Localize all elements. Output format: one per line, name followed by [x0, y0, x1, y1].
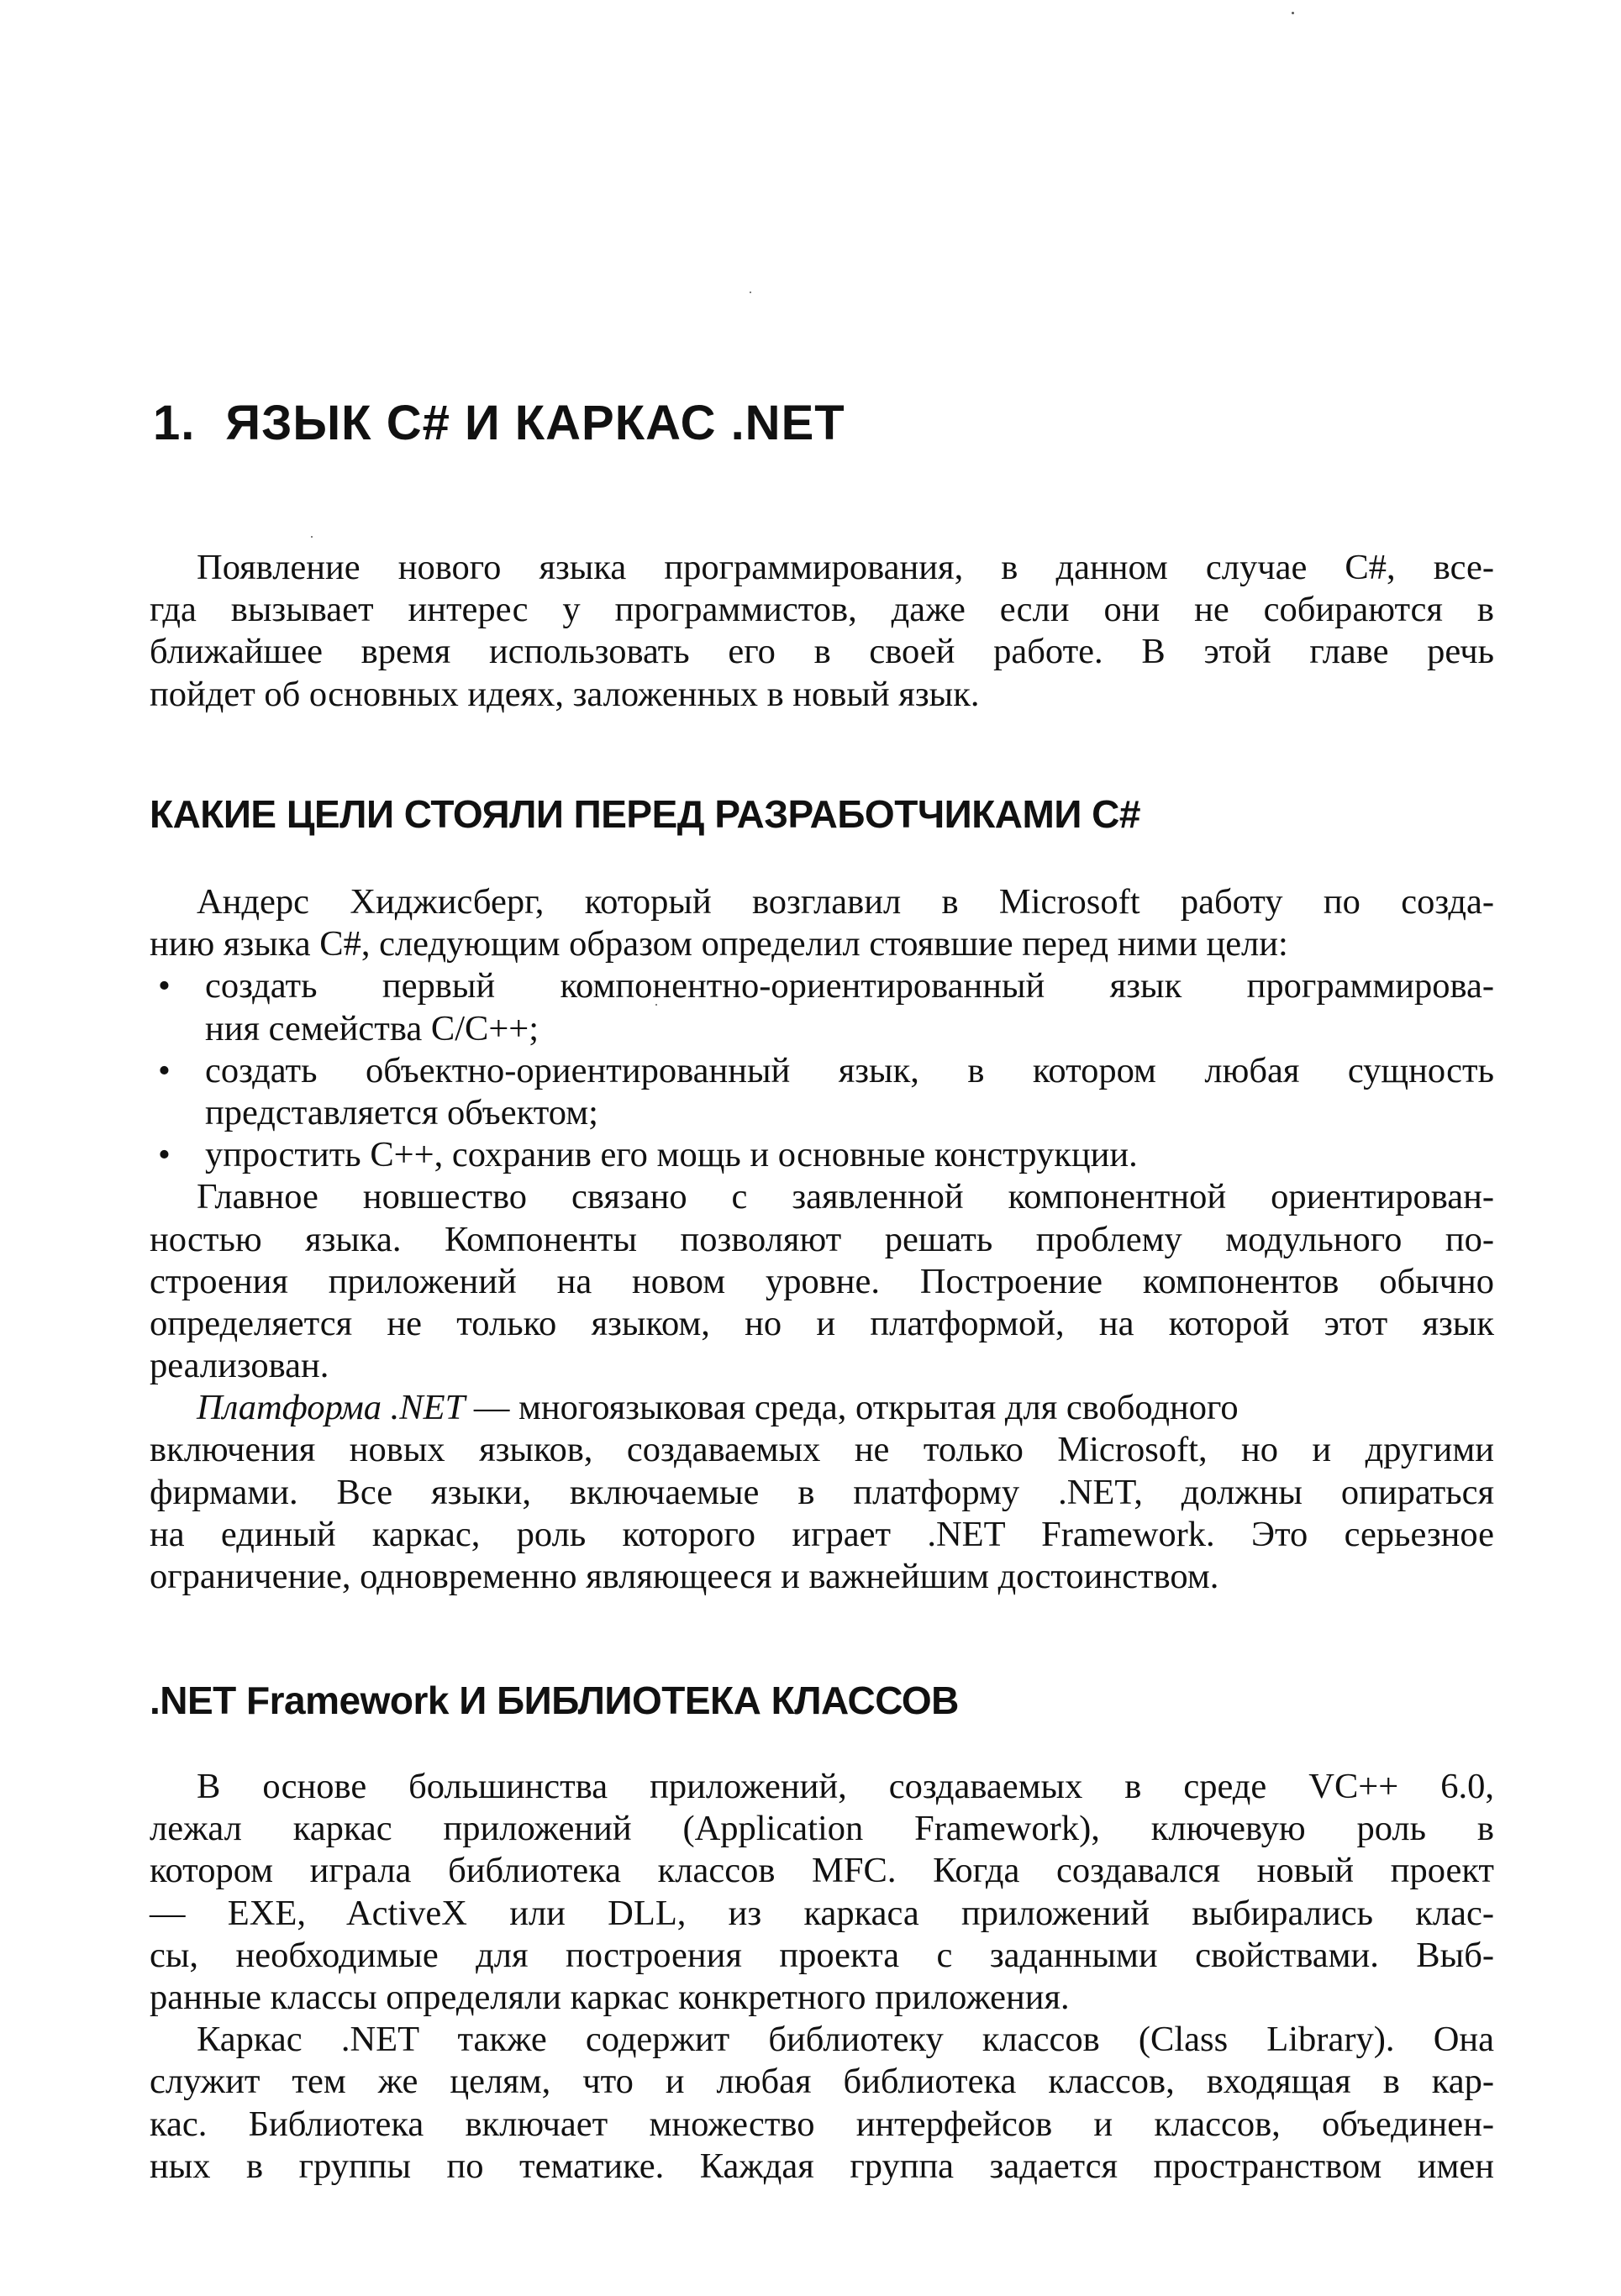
text-line: пойдет об основных идеях, заложенных в новый язык. — [150, 674, 980, 714]
text-line — [150, 1387, 1494, 1429]
bullet-continuation: представляется объектом; — [205, 1092, 598, 1132]
text-line: лежал каркас приложений (Application Framework), ключевую роль в — [150, 1809, 1494, 1849]
platform-definition: — многоязыковая среда, открытая для свободного — [465, 1388, 1239, 1428]
chapter-title-text: ЯЗЫК C# И КАРКАС .NET — [225, 396, 845, 450]
text-line: ных в группы по тематике. Каждая группа задается пространством имен — [150, 2146, 1494, 2186]
bullet-text: упростить C++, сохранив его мощь и основные конструкции. — [205, 1135, 1138, 1175]
scan-speck — [750, 292, 751, 293]
text-line: Андерс Хиджисберг, который возглавил в Microsoft работу по созда- — [197, 882, 1494, 922]
section-title-framework: .NET Framework И БИБЛИОТЕКА КЛАССОВ — [150, 1679, 959, 1722]
bullet-item — [150, 965, 1494, 1007]
section1-body — [150, 881, 1494, 1598]
bullet-text: создать объектно-ориентированный язык, в котором любая сущность — [205, 1050, 1494, 1090]
section-title-goals: КАКИЕ ЦЕЛИ СТОЯЛИ ПЕРЕД РАЗРАБОТЧИКАМИ C# — [150, 792, 1140, 836]
intro-paragraph — [150, 547, 1494, 716]
text-line: фирмами. Все языки, включаемые в платформу .NET, должны опираться — [150, 1472, 1494, 1512]
bullet-text: создать первый компонентно-ориентированный язык программирова- — [205, 966, 1494, 1006]
text-line: котором играла библиотека классов MFC. Когда создавался новый проект — [150, 1851, 1494, 1891]
chapter-number: 1. — [153, 396, 196, 450]
scan-speck — [1292, 12, 1294, 14]
bullet-continuation: ния семейства C/C++; — [205, 1008, 539, 1048]
text-line: Появление нового языка программирования, в данном случае C#, все- — [197, 548, 1494, 587]
bullet-item — [150, 1134, 1494, 1176]
text-line: гда вызывает интерес у программистов, даже если они не собираются в — [150, 590, 1494, 630]
text-line: Каркас .NET также содержит библиотеку классов (Class Library). Она — [197, 2020, 1494, 2060]
text-line: служит тем же целям, что и любая библиотека классов, входящая в кар- — [150, 2062, 1494, 2102]
text-line: ближайшее время использовать его в своей работе. В этой главе речь — [150, 632, 1494, 672]
text-line: нию языка C#, следующим образом определил стоявшие перед ними цели: — [150, 924, 1288, 964]
text-line: строения приложений на новом уровне. Построение компонентов обычно — [150, 1261, 1494, 1301]
bullet-item — [150, 1050, 1494, 1092]
text-line: Главное новшество связано с заявленной компонентной ориентирован- — [197, 1177, 1494, 1217]
text-line: на единый каркас, роль которого играет .NET Framework. Это серьезное — [150, 1514, 1494, 1554]
scan-speck — [311, 536, 313, 538]
text-line: ограничение, одновременно являющееся и важнейшим достоинством. — [150, 1557, 1219, 1596]
bullet-mark: • — [158, 1135, 171, 1175]
platform-term: Платформа .NET — [197, 1388, 466, 1428]
text-line: определяется не только языком, но и платформой, на которой этот язык — [150, 1303, 1494, 1343]
chapter-title — [153, 395, 845, 451]
bullet-mark: • — [158, 1050, 171, 1090]
section2-body — [150, 1766, 1494, 2188]
text-line: ностью языка. Компоненты позволяют решать проблему модульного по- — [150, 1219, 1494, 1259]
text-line: сы, необходимые для построения проекта с заданными свойствами. Выб- — [150, 1935, 1494, 1975]
text-line: — EXE, ActiveX или DLL, из каркаса приложений выбирались клас- — [150, 1893, 1494, 1933]
text-line: включения новых языков, создаваемых не только Microsoft, но и другими — [150, 1430, 1494, 1470]
text-line: ранные классы определяли каркас конкретного приложения. — [150, 1977, 1070, 2017]
text-line: В основе большинства приложений, создаваемых в среде VC++ 6.0, — [197, 1767, 1494, 1806]
bullet-mark: • — [158, 966, 171, 1006]
text-line: кас. Библиотека включает множество интерфейсов и классов, объединен- — [150, 2104, 1494, 2144]
text-line: реализован. — [150, 1346, 329, 1386]
